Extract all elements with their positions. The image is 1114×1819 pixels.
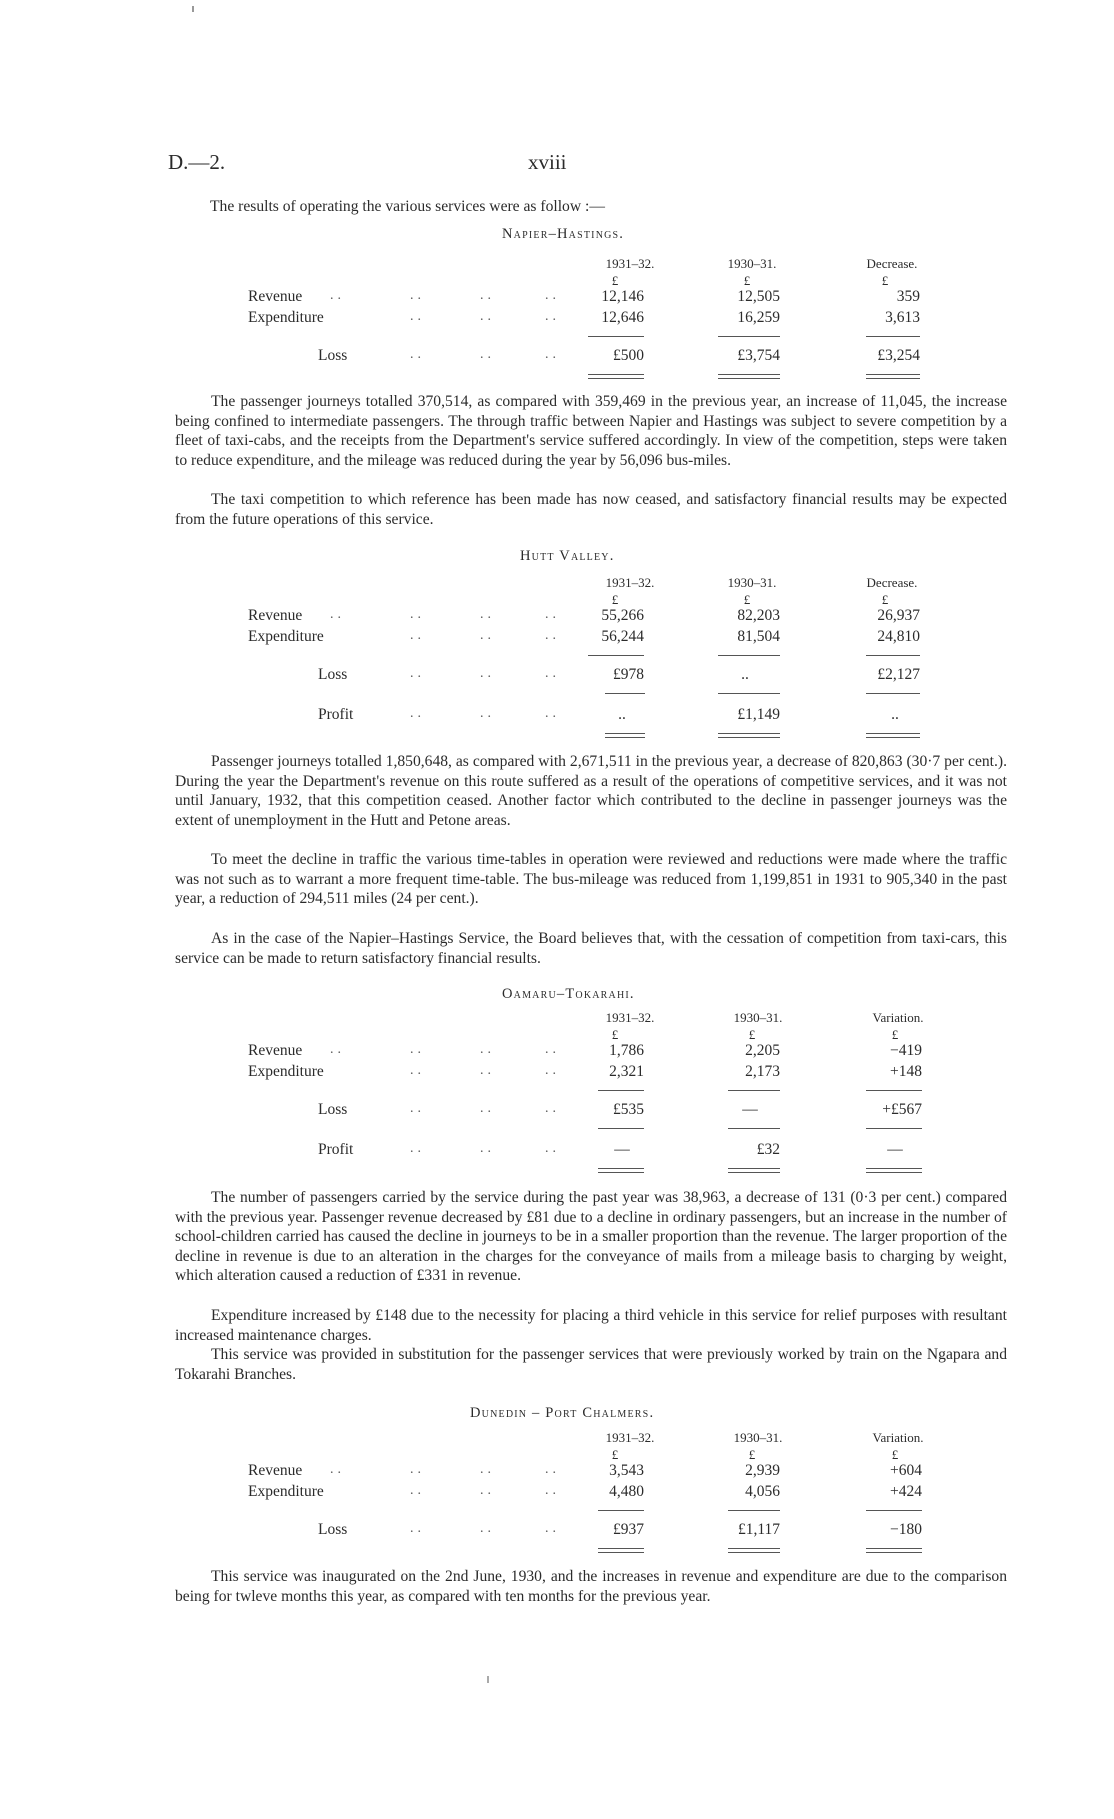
value-cell: .. xyxy=(618,706,626,723)
unit-label: £ xyxy=(881,273,889,288)
value-cell: 12,505 xyxy=(737,288,780,305)
value-cell: £978 xyxy=(613,666,644,683)
row-label: Expenditure xyxy=(248,309,324,326)
value-cell: 26,937 xyxy=(877,607,920,624)
value-cell: 2,205 xyxy=(745,1042,780,1059)
page-number: xviii xyxy=(528,150,567,174)
sum-rule xyxy=(598,1090,644,1091)
sum-rule xyxy=(598,1510,644,1511)
value-cell: .. xyxy=(891,706,899,723)
total-rule xyxy=(588,374,644,379)
row-label: Revenue xyxy=(248,288,303,305)
value-cell: — xyxy=(887,1141,903,1158)
sum-rule xyxy=(866,336,920,337)
document-code: D.—2. xyxy=(168,150,226,174)
value-cell: 4,480 xyxy=(609,1483,644,1500)
sum-rule xyxy=(718,336,780,337)
total-rule xyxy=(866,1548,922,1553)
row-label: Loss xyxy=(318,347,348,364)
value-cell: — xyxy=(742,1101,758,1118)
value-cell: 2,173 xyxy=(745,1063,780,1080)
value-cell: £3,754 xyxy=(737,347,780,364)
value-cell: +424 xyxy=(890,1483,922,1500)
total-rule xyxy=(866,1168,922,1173)
oamaru-tokarahi-paragraph-1: The number of passengers carried by the service during the past year was 38,963, a decrease of 131 (0·3 per cent.) compared with the previous year. Passenger revenue decreased by £81 due to a decline in ordinary passengers, but an increase in the number of school-children carried has caused the decline in journeys to be in a smaller proportion than the revenue. The larger proportion of the decline in revenue is due to an alteration in the charges for the conveyance of mails from a mileage basis to charging by weight, which alteration caused a reduction of £331 in revenue. xyxy=(175,1189,1007,1285)
value-cell: 359 xyxy=(896,288,920,305)
sum-rule xyxy=(605,693,645,694)
col-header: Decrease. xyxy=(866,575,918,590)
value-cell: £2,127 xyxy=(877,666,920,683)
value-cell: 16,259 xyxy=(737,309,780,326)
value-cell: 1,786 xyxy=(609,1042,644,1059)
total-rule xyxy=(605,733,645,738)
intro-text: The results of operating the various services were as follow :— xyxy=(210,198,605,215)
sum-rule xyxy=(588,336,644,337)
value-cell: +£567 xyxy=(882,1101,922,1118)
sum-rule xyxy=(866,1128,922,1129)
unit-label: £ xyxy=(611,1447,619,1462)
section-title-hutt-valley: Hutt Valley. xyxy=(520,548,615,564)
value-cell: £1,117 xyxy=(737,1521,780,1538)
row-label: Revenue xyxy=(248,1462,303,1479)
value-cell: £937 xyxy=(613,1521,644,1538)
col-header: 1930–31. xyxy=(733,1430,783,1445)
total-rule xyxy=(728,1168,780,1173)
value-cell: +604 xyxy=(890,1462,922,1479)
dunedin-port-chalmers-paragraph-1: This service was inaugurated on the 2nd June, 1930, and the increases in revenue and expenditure are due to the comparison being for twleve months this year, as compared with ten months for the previous year. xyxy=(175,1568,1007,1605)
unit-label: £ xyxy=(611,1027,619,1042)
value-cell: £32 xyxy=(756,1141,780,1158)
total-rule xyxy=(866,374,920,379)
total-rule xyxy=(718,374,780,379)
unit-label: £ xyxy=(611,273,619,288)
col-header: 1931–32. xyxy=(605,575,655,590)
oamaru-tokarahi-paragraph-3: This service was provided in substitution for the passenger services that were previously worked by train on the Ngapara and Tokarahi Branches. xyxy=(175,1346,1007,1383)
col-header: 1931–32. xyxy=(605,1430,655,1445)
section-title-dunedin-port-chalmers: Dunedin – Port Chalmers. xyxy=(470,1405,655,1421)
section-title-napier-hastings: Napier–Hastings. xyxy=(502,226,625,242)
scan-mark xyxy=(192,6,194,12)
value-cell: £535 xyxy=(613,1101,644,1118)
hutt-valley-paragraph-3: As in the case of the Napier–Hastings Service, the Board believes that, with the cessation of competition from taxi-cars, this service can be made to return satisfactory financial results. xyxy=(175,930,1007,967)
sum-rule xyxy=(866,1090,922,1091)
value-cell: — xyxy=(614,1141,630,1158)
unit-label: £ xyxy=(891,1447,899,1462)
sum-rule xyxy=(866,1510,922,1511)
total-rule xyxy=(718,733,780,738)
col-header: 1930–31. xyxy=(727,575,777,590)
sum-rule xyxy=(598,1128,644,1129)
row-label: Loss xyxy=(318,1101,348,1118)
value-cell: £1,149 xyxy=(737,706,780,723)
sum-rule xyxy=(728,1090,780,1091)
value-cell: 56,244 xyxy=(601,628,644,645)
sum-rule xyxy=(866,693,920,694)
col-header: Variation. xyxy=(872,1430,924,1445)
hutt-valley-paragraph-2: To meet the decline in traffic the various time-tables in operation were reviewed and reductions were made where the traffic was not such as to warrant a more frequent time-table. The bus-mileage was reduced from 1,199,851 in 1931 to 905,340 in the past year, a reduction of 294,511 miles (24 per cent.). xyxy=(175,851,1007,908)
value-cell: +148 xyxy=(890,1063,922,1080)
row-label: Revenue xyxy=(248,1042,303,1059)
section-title-oamaru-tokarahi: Oamaru–Tokarahi. xyxy=(502,986,635,1002)
total-rule xyxy=(728,1548,780,1553)
sum-rule xyxy=(728,1128,780,1129)
value-cell: 55,266 xyxy=(601,607,644,624)
value-cell: −419 xyxy=(890,1042,922,1059)
sum-rule xyxy=(718,693,780,694)
oamaru-tokarahi-paragraph-2: Expenditure increased by £148 due to the necessity for placing a third vehicle in this service for relief purposes with resultant increased maintenance charges. xyxy=(175,1307,1007,1344)
row-label: Expenditure xyxy=(248,1063,324,1080)
value-cell: −180 xyxy=(890,1521,922,1538)
sum-rule xyxy=(718,655,780,656)
value-cell: 12,146 xyxy=(601,288,644,305)
col-header: 1931–32. xyxy=(605,1010,655,1025)
unit-label: £ xyxy=(891,1027,899,1042)
unit-label: £ xyxy=(881,592,889,607)
sum-rule xyxy=(866,655,920,656)
col-header: 1931–32. xyxy=(605,256,655,271)
napier-hastings-paragraph-1: The passenger journeys totalled 370,514, as compared with 359,469 in the previous year, an increase of 11,045, the increase being confined to intermediate passengers. The through traffic between Napier and Hastings was subject to severe competition by a fleet of taxi-cabs, and the receipts from the Department's service suffered accordingly. In view of the competition, steps were taken to reduce expenditure, and the mileage was reduced during the year by 56,096 bus-miles. xyxy=(175,393,1007,469)
total-rule xyxy=(598,1548,644,1553)
sum-rule xyxy=(588,655,644,656)
value-cell: 3,613 xyxy=(885,309,920,326)
value-cell: 24,810 xyxy=(877,628,920,645)
row-label: Profit xyxy=(318,706,354,723)
value-cell: 2,321 xyxy=(609,1063,644,1080)
col-header: Variation. xyxy=(872,1010,924,1025)
total-rule xyxy=(866,733,920,738)
hutt-valley-paragraph-1: Passenger journeys totalled 1,850,648, as compared with 2,671,511 in the previous year, a decrease of 820,863 (30·7 per cent.). During the year the Department's revenue on this route suffered as a result of the operations of competitive services, and it was not until January, 1932, that this competition ceased. Another factor which contributed to the decline in passenger journeys was the extent of unemployment in the Hutt and Petone areas. xyxy=(175,753,1007,829)
unit-label: £ xyxy=(743,592,751,607)
value-cell: 81,504 xyxy=(737,628,780,645)
unit-label: £ xyxy=(743,273,751,288)
unit-label: £ xyxy=(748,1447,756,1462)
unit-label: £ xyxy=(748,1027,756,1042)
row-label: Loss xyxy=(318,666,348,683)
row-label: Profit xyxy=(318,1141,354,1158)
scan-mark xyxy=(487,1676,489,1683)
value-cell: 82,203 xyxy=(737,607,780,624)
col-header: 1930–31. xyxy=(727,256,777,271)
value-cell: .. xyxy=(741,666,749,683)
col-header: 1930–31. xyxy=(733,1010,783,1025)
napier-hastings-paragraph-2: The taxi competition to which reference has been made has now ceased, and satisfactory financial results may be expected from the future operations of this service. xyxy=(175,491,1007,528)
row-label: Expenditure xyxy=(248,1483,324,1500)
value-cell: 4,056 xyxy=(745,1483,780,1500)
sum-rule xyxy=(728,1510,780,1511)
total-rule xyxy=(598,1168,644,1173)
document-page: D.—2. xviii The results of operating the various services were as follow :— Napier–Hastings. 1931–32. 1930–31. Decrease. £ £ £ Revenue .. .. .. .. 12,146 12,505 359 Expenditure .. .. .. 12,646 16,259 3,613 Loss .. .. .. £500 £3,754 £3,254 The passenger journeys totalled 370,514, as compared with 359,469 in the previous year, an increase of 11,045, the increase being confined to intermediate passengers. The through traffic between Napier and Hastings was subject to severe competition by a fleet of taxi-cabs, and the receipts from the Department's service suffered accordingly. In view of the competition, steps were taken to reduce expenditure, and the mileage was reduced during the year by 56,096 bus-miles. The taxi competition to which reference has been made has now ceased, and satisfactory financial results may be expected from the future operations of this service. Hutt Valley. 1931–32. 1930–31. Decrease. £ £ £ Revenue .. .. .. .. 55,266 82,203 26,937 Expenditure .. .. .. 56,244 81,504 24,810 Loss .. .. .. £978 .. £2,127 Profit .. .. .. .. £1,149 .. Passenger journeys totalled 1,850,648, as compared with 2,671,511 in the previous year, a decrease of 820,863 (30·7 per cent.). During the year the Department's revenue on this route suffered as a result of the operations of competitive services, and it was not until January, 1932, that this competition ceased. Another factor which contributed to the decline in passenger journeys was the extent of unemployment in the Hutt and Petone areas. To meet the decline in traffic the various time-tables in operation were reviewed and reductions were made where the traffic was not such as to warrant a more frequent time-table. The bus-mileage was reduced from 1,199,851 in 1931 to 905,340 in the past year, a reduction of 294,511 miles (24 per cent.). As in the case of the Napier–Hastings Service, the Board believes that, with the cessation of competition from taxi-cars, this service can be made to return satisfactory financial results. Oamaru–Tokarahi. 1931–32. 1930–31. Variation. £ £ £ Revenue .. .. .. .. 1,786 2,205 −419 Expenditure .. .. .. 2,321 2,173 +148 Loss .. .. .. £535 — +£567 Profit .. .. .. — £32 — The number of passengers carried by the service during the past year was 38,963, a decrease of 131 (0·3 per cent.) compared with the previous year. Passenger revenue decreased by £81 due to a decline in ordinary passengers, but an increase in the number of school-children carried has caused the decline in journeys to be in a smaller proportion than the revenue. The larger proportion of the decline in revenue is due to an alteration in the charges for the conveyance of mails from a mileage basis to charging by weight, which alteration caused a reduction of £331 in revenue. Expenditure increased by £148 due to the necessity for placing a third vehicle in this service for relief purposes with resultant increased maintenance charges. This service was provided in substitution for the passenger services that were previously worked by train on the Ngapara and Tokarahi Branches. Dunedin – Port Chalmers. 1931–32. 1930–31. Variation. £ £ £ Revenue .. .. .. .. 3,543 2,939 +604 Expenditure .. .. .. 4,480 4,056 +424 Loss .. .. .. £937 £1,117 −180 This service was inaugurated on the 2nd June, 1930, and the increases in revenue and expenditure are due to the comparison being for twleve months this year, as compared with ten months for the previous year. xyxy=(0,0,1114,1819)
value-cell: 3,543 xyxy=(609,1462,644,1479)
row-label: Expenditure xyxy=(248,628,324,645)
value-cell: 12,646 xyxy=(601,309,644,326)
row-label: Loss xyxy=(318,1521,348,1538)
row-label: Revenue xyxy=(248,607,303,624)
col-header: Decrease. xyxy=(866,256,918,271)
unit-label: £ xyxy=(611,592,619,607)
value-cell: £500 xyxy=(613,347,644,364)
value-cell: 2,939 xyxy=(745,1462,780,1479)
value-cell: £3,254 xyxy=(877,347,920,364)
